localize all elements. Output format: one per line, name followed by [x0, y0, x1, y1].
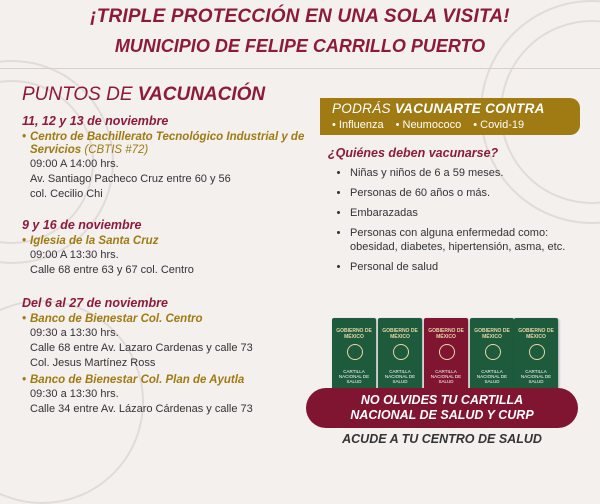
group-line: Calle 68 entre 63 y 67 col. Centro [30, 264, 194, 276]
header-divider [0, 68, 600, 69]
points-title: PUNTOS DE VACUNACIÓN [22, 84, 266, 105]
vaccines-bar [320, 98, 580, 135]
group-line: 09:00 A 13:30 hrs. [30, 249, 119, 261]
vaccines-title: PODRÁS VACUNARTE CONTRA [332, 101, 545, 116]
municipality-title: MUNICIPIO DE FELIPE CARRILLO PUERTO [114, 36, 486, 56]
list-item: • Niñas y niños de 6 a 59 meses. [350, 166, 580, 180]
group-line: 09:30 a 13:30 hrs. [30, 327, 119, 339]
booklet: GOBIERNO DE MÉXICO CARTILLA NACIONAL DE SALUD [378, 318, 422, 390]
booklet: GOBIERNO DE MÉXICO CARTILLA NACIONAL DE SALUD [332, 318, 376, 390]
health-booklets-image [332, 318, 558, 390]
group-venue: • Banco de Bienestar Col. Plan de Ayutla [22, 374, 312, 387]
list-item: • Embarazadas [350, 206, 580, 220]
group-line: Av. Santiago Pacheco Cruz entre 60 y 56 [30, 173, 231, 185]
emblem-icon [347, 344, 363, 360]
group-line: col. Cecilio Chi [30, 188, 103, 200]
list-item: • Personas con alguna enfermedad como: obesidad, diabetes, hipertensión, asma, etc. [350, 226, 580, 254]
vaccine-item: • Covid-19 [473, 119, 525, 131]
vaccines-list [332, 119, 570, 131]
list-item: • Personal de salud [350, 260, 580, 274]
vaccine-item: • Influenza [332, 119, 384, 131]
group-date: 11, 12 y 13 de noviembre [22, 114, 169, 128]
group-date: Del 6 al 27 de noviembre [22, 296, 168, 310]
emblem-icon [439, 344, 455, 360]
booklet: GOBIERNO DE MÉXICO CARTILLA NACIONAL DE SALUD [424, 318, 468, 390]
group-date: 9 y 16 de noviembre [22, 218, 142, 232]
group-venue: • Iglesia de la Santa Cruz [22, 235, 312, 248]
headline: ¡TRIPLE PROTECCIÓN EN UNA SOLA VISITA! [90, 6, 510, 27]
emblem-icon [529, 344, 545, 360]
vaccination-points [22, 84, 312, 417]
reminder-banner: NO OLVIDES TU CARTILLA NACIONAL DE SALUD Y CURP [306, 388, 578, 428]
group-venue: • Centro de Bachillerato Tecnológico Industrial y de Servicios (CBTIS #72) [22, 131, 312, 157]
who-title: ¿Quiénes deben vacunarse? [328, 146, 499, 160]
group-line: Col. Jesus Martínez Ross [30, 357, 156, 369]
booklet: GOBIERNO DE MÉXICO CARTILLA NACIONAL DE SALUD [514, 318, 558, 390]
booklet: GOBIERNO DE MÉXICO CARTILLA NACIONAL DE SALUD [470, 318, 514, 390]
group-venue: • Banco de Bienestar Col. Centro [22, 313, 312, 326]
list-item: • Personas de 60 años o más. [350, 186, 580, 200]
vaccines-panel [320, 98, 580, 280]
group-line: Calle 68 entre Av. Lazaro Cardenas y calle 73 [30, 342, 253, 354]
group-line: 09:00 A 14:00 hrs. [30, 158, 119, 170]
footer-text: ACUDE A TU CENTRO DE SALUD [342, 432, 542, 446]
group-line: 09:30 a 13:30 hrs. [30, 388, 119, 400]
emblem-icon [393, 344, 409, 360]
group-line: Calle 34 entre Av. Lázaro Cárdenas y calle 73 [30, 403, 253, 415]
emblem-icon [485, 344, 501, 360]
vaccine-item: • Neumococo [395, 119, 462, 131]
who-list [320, 166, 580, 274]
